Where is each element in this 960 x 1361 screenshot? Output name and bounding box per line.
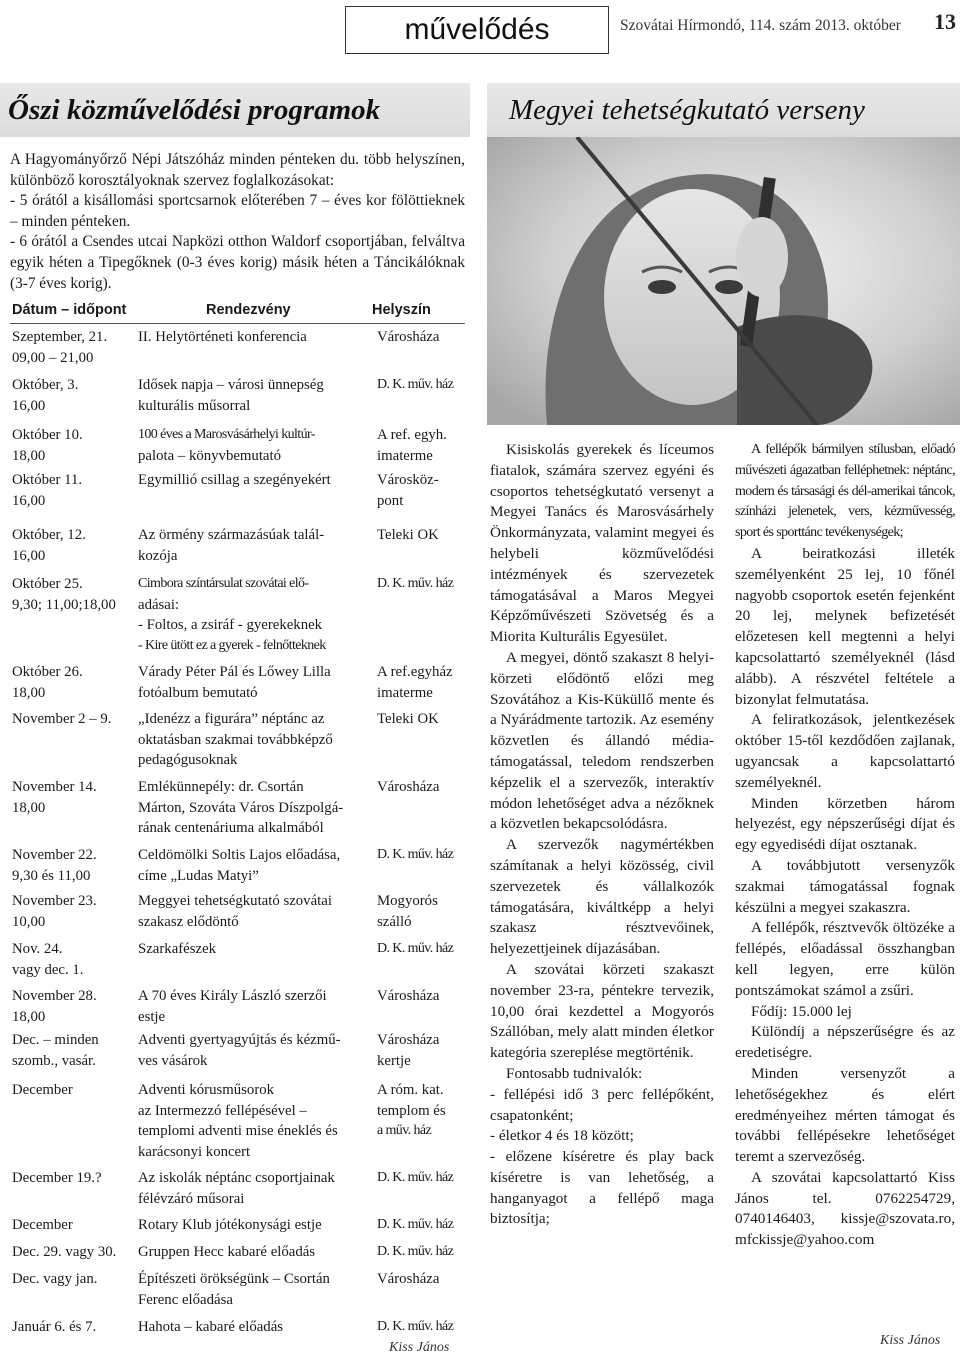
row-date [12, 1242, 134, 1263]
article-column-2 [735, 440, 955, 1251]
row-place-line: kertje [377, 1052, 411, 1069]
row-date [12, 939, 134, 980]
program-intro [10, 150, 465, 294]
article-paragraph: A szovátai kapcsolattartó Kiss János tel. 0762254729, 0740146403, kissje@szovata.ro, mfckissje@yahoo.com [735, 1168, 955, 1249]
row-event [138, 574, 372, 656]
row-event-line: 100 éves a Marosvásárhelyi kultúr- [138, 427, 315, 442]
row-event-line: Rotary Klub jótékonysági estje [138, 1217, 322, 1233]
row-place-line: Városköz- [377, 472, 439, 488]
row-event-line: szakasz elődöntő [138, 913, 239, 930]
row-place-line: A ref. egyh. [377, 427, 447, 443]
row-event-line: félévzáró műsorai [138, 1190, 245, 1207]
row-date-line: Október, 3. [12, 377, 79, 393]
left-article-title: Őszi közművelődési programok [8, 93, 381, 126]
author-signature-right: Kiss János [880, 1333, 941, 1348]
row-place-line: Városháza [377, 779, 440, 795]
row-event-line: estje [138, 1008, 166, 1025]
row-event-line: Gruppen Hecc kabaré előadás [138, 1244, 316, 1260]
row-event-line: Cimbora színtársulat szovátai elő- [138, 576, 309, 591]
row-place-line: szálló [377, 913, 412, 930]
row-place-line: Teleki OK [377, 527, 439, 543]
row-date-line: December [12, 1082, 73, 1098]
row-event [138, 425, 372, 466]
row-event [138, 1317, 372, 1338]
article-paragraph: Különdíj a népszerűségre és az eredetiségre. [735, 1023, 955, 1062]
row-date-line: Dec. – minden [12, 1032, 99, 1048]
row-place [377, 939, 469, 960]
row-date-line: 16,00 [12, 397, 46, 414]
row-event-line: adásai: [138, 596, 180, 613]
row-date-line: Nov. 24. [12, 941, 63, 957]
row-place-line: D. K. műv. ház [377, 1170, 454, 1185]
row-place [377, 891, 469, 932]
row-date [12, 1030, 134, 1071]
row-date-line: Szeptember, 21. [12, 329, 108, 345]
row-place [377, 1215, 469, 1236]
row-event [138, 1168, 372, 1209]
intro-paragraph: - 5 órától a kisállomási sportcsarnok előterében 7 – éves kor fölöttieknek – minden pénteken. [10, 192, 465, 230]
row-event-line: Adventi kórusműsorok [138, 1082, 275, 1098]
row-place [377, 845, 469, 866]
row-date [12, 1215, 134, 1236]
row-event [138, 1080, 372, 1162]
author-signature: Kiss János [389, 1340, 450, 1355]
article-paragraph: A feliratkozások, jelentkezések október 15-től kezdődően zajlanak, ugyancsak a kapcsolattartó személyeknél. [735, 711, 955, 791]
row-event-line: Az iskolák néptánc csoportjainak [138, 1170, 335, 1186]
row-place-line: pont [377, 492, 404, 509]
row-event [138, 470, 372, 491]
article-paragraph: A továbbjutott versenyzők szakmai támogatással fognak készülni a megyei szakaszra. [735, 856, 955, 916]
row-date-line: Október 26. [12, 664, 83, 680]
article-paragraph: A fellépők, résztvevők öltözéke a fellépés, előadással összhangban kell legyen, erre külön pontszámokat számol a zsűri. [735, 919, 955, 999]
row-place-line: D. K. műv. ház [377, 1217, 454, 1232]
row-date [12, 845, 134, 886]
article-paragraph: Fődíj: 15.000 lej [751, 1002, 852, 1020]
row-place [377, 1242, 469, 1263]
row-date-line: 18,00 [12, 684, 46, 701]
section-title: művelődés [404, 13, 550, 46]
article-paragraph: A szovátai körzeti szakaszt november 23-ra, péntekre tervezik, 10,00 órai kezdettel a Mogyorós Szállóban, mely alatt minden életkor kategória szereplése megtörténik. [490, 960, 714, 1062]
row-place [377, 1317, 469, 1338]
row-date-line: Dec. 29. vagy 30. [12, 1244, 117, 1260]
row-event [138, 845, 372, 886]
row-event-line: Várady Péter Pál és Lőwey Lilla [138, 664, 331, 680]
article-paragraph: A szervezők nagymértékben számítanak a helyi közösség, civil szervezetek és vállalkozók támogatására, kiváltképp a helyi szakasz résztvevőinek, helyezettjeinek díjazásában. [490, 836, 714, 958]
row-event-line: A 70 éves Király László szerzői [138, 988, 327, 1004]
row-place-line: D. K. műv. ház [377, 1319, 454, 1334]
row-date [12, 777, 134, 818]
row-date-line: November 23. [12, 893, 97, 909]
row-date-line: November 2 – 9. [12, 711, 112, 727]
row-event-line: „Idenézz a figurára” néptánc az [138, 711, 325, 727]
row-date-line: szomb., vasár. [12, 1052, 96, 1069]
row-date [12, 1317, 134, 1338]
header-event: Rendezvény [206, 302, 291, 318]
page-number: 13 [934, 9, 956, 34]
row-event-line: - Foltos, a zsiráf - gyerekeknek [138, 617, 323, 633]
row-event-line: Meggyei tehetségkutató szovátai [138, 893, 332, 909]
row-date-line: 09,00 – 21,00 [12, 349, 94, 366]
row-place-line: D. K. műv. ház [377, 377, 454, 392]
row-place-line: D. K. műv. ház [377, 1244, 454, 1259]
row-event-line: Szarkafészek [138, 941, 217, 957]
row-event [138, 986, 372, 1027]
row-event [138, 709, 372, 771]
row-event-line: Hahota – kabaré előadás [138, 1319, 284, 1335]
row-place-line: D. K. műv. ház [377, 576, 454, 591]
header-place: Helyszín [372, 302, 431, 318]
row-event-line: Celdömölki Soltis Lajos előadása, [138, 847, 341, 863]
article-paragraph: - fellépési idő 3 perc fellépőként, csapatonként; [490, 1085, 714, 1124]
row-date-line: 16,00 [12, 547, 46, 564]
right-title-bar [487, 83, 960, 137]
row-event-line: ves vásárok [138, 1052, 208, 1069]
row-event [138, 1269, 372, 1310]
row-place-line: Mogyorós [377, 893, 438, 909]
row-date-line: December 19.? [12, 1170, 102, 1186]
row-place [377, 574, 469, 595]
row-event [138, 777, 372, 839]
row-place [377, 327, 469, 348]
row-event-line: fotóalbum bemutató [138, 684, 258, 701]
article-paragraph: Minden versenyzőt a lehetőségekhez és elért eredményeihez mérten támogat és további fellépésekre lehetőséget teremt a szervezőség. [735, 1064, 955, 1166]
row-date [12, 525, 134, 566]
row-date [12, 1080, 134, 1101]
girl-with-violin-image [487, 137, 960, 425]
violinist-photo [487, 137, 960, 425]
row-place [377, 777, 469, 798]
row-event [138, 1215, 372, 1236]
row-place [377, 986, 469, 1007]
row-event [138, 375, 372, 416]
row-date-line: November 28. [12, 988, 97, 1004]
left-title-bar [0, 83, 470, 137]
row-place-line: A ref.egyház [377, 664, 453, 680]
row-place [377, 709, 469, 730]
row-event-line: templomi adventi mise éneklés és [138, 1123, 338, 1139]
row-place [377, 425, 469, 466]
row-date-line: 9,30 és 11,00 [12, 867, 91, 884]
row-place [377, 1030, 469, 1071]
row-date [12, 709, 134, 730]
article-paragraph: A megyei, döntő szakaszt 8 helyi-körzeti elődöntő előzi meg Szovátához a Kis-Küküllő mente és a Nyárádmente tartozik. Az esemény közvetlen és állandó média-támogatással, teledom rendszerben képzelik el a szervezők, interaktív módon lehetőséget adva a nézőknek a közvetlen bekapcsolódásra. [490, 648, 714, 833]
row-place-line: a műv. ház [377, 1123, 432, 1138]
row-place [377, 1269, 469, 1290]
row-date [12, 662, 134, 703]
row-event [138, 1242, 372, 1263]
row-event-line: oktatásban szakmai továbbképző [138, 731, 333, 748]
row-place [377, 662, 469, 703]
row-event-line: címe „Ludas Matyi” [138, 867, 259, 884]
row-date-line: December [12, 1217, 73, 1233]
row-place-line: Városháza [377, 1271, 440, 1287]
row-date-line: 18,00 [12, 799, 46, 816]
header-date: Dátum – időpont [12, 302, 127, 318]
row-date-line: Október 25. [12, 576, 83, 592]
row-event-line: - Kire ütött ez a gyerek - felnőtteknek [138, 637, 326, 653]
row-date [12, 375, 134, 416]
row-place-line: Városháza [377, 1032, 440, 1048]
row-event-line: Márton, Szováta Város Díszpolgá- [138, 799, 344, 816]
publication-info: Szovátai Hírmondó, 114. szám 2013. október [620, 17, 901, 34]
row-place [377, 525, 469, 546]
row-date-line: November 14. [12, 779, 97, 795]
row-event-line: kulturális műsorral [138, 397, 251, 414]
row-event [138, 327, 372, 348]
row-date-line: 18,00 [12, 447, 46, 464]
section-title-box [345, 6, 609, 54]
row-date-line: November 22. [12, 847, 97, 863]
row-date-line: 10,00 [12, 913, 46, 930]
row-date [12, 470, 134, 511]
row-event-line: Építészeti örökségünk – Csortán [138, 1271, 330, 1287]
row-date [12, 891, 134, 932]
row-date [12, 1168, 134, 1189]
row-event-line: Ferenc előadása [138, 1291, 233, 1308]
article-column-1 [490, 440, 714, 1230]
row-event-line: rának centenáriuma alkalmából [138, 820, 324, 836]
row-place [377, 1080, 469, 1142]
row-place-line: Városháza [377, 329, 440, 345]
row-date-line: Január 6. és 7. [12, 1319, 97, 1335]
row-event-line: Az örmény származásúak talál- [138, 527, 325, 543]
row-event-line: Idősek napja – városi ünnepség [138, 377, 324, 393]
row-place-line: Városháza [377, 988, 440, 1004]
row-date-line: Október 11. [12, 472, 83, 488]
row-place-line: Teleki OK [377, 711, 439, 727]
row-event-line: Egymillió csillag a szegényekért [138, 472, 331, 488]
row-date [12, 327, 134, 368]
schedule-header [10, 302, 465, 324]
intro-paragraph: - 6 órától a Csendes utcai Napközi otthon Waldorf csoportjában, felváltva egyik héten a Tipegőknek (0-3 éves korig) másik héten a Táncikálóknak (3-7 éves korig). [10, 233, 465, 292]
row-place [377, 470, 469, 511]
row-event [138, 525, 372, 566]
row-event [138, 891, 372, 932]
article-paragraph: A beiratkozási illeték személyenként 25 lej, 10 főnél nagyobb csoportok esetén fejenként 20 lej, melynek befizetését előzetesen kell megtenni a helyi kapcsolattartó személyeknél (lásd alább). A részvétel feltétele a bizonylat felmutatása. [735, 544, 955, 708]
row-event-line: II. Helytörténeti konferencia [138, 329, 307, 345]
article-paragraph: Fontosabb tudnivalók: [506, 1064, 643, 1082]
row-event [138, 939, 372, 960]
row-date-line: 9,30; 11,00;18,00 [12, 596, 116, 613]
row-place [377, 375, 469, 396]
row-place [377, 1168, 469, 1189]
row-date-line: Dec. vagy jan. [12, 1271, 98, 1287]
row-event-line: Adventi gyertyagyújtás és kézmű- [138, 1032, 341, 1048]
article-paragraph: - előzene kíséretre és play back kíséretre is van lehetőség, a hanganyagot a fellépő maga biztosítja; [490, 1148, 714, 1228]
intro-paragraph: A Hagyományőrző Népi Játszóház minden pénteken du. több helyszínen, különböző korosztályoknak szervez foglalkozásokat: [10, 151, 465, 189]
row-date-line: 18,00 [12, 1008, 46, 1025]
row-place-line: templom és [377, 1102, 446, 1119]
article-paragraph: Minden körzetben három helyezést, egy népszerűségi díjat és egy egyedisédi díjat osztanak. [735, 794, 955, 854]
article-paragraph: - életkor 4 és 18 között; [490, 1127, 634, 1145]
row-event-line: palota – könyvbemutató [138, 447, 282, 464]
row-date [12, 574, 134, 615]
row-event-line: kozója [138, 547, 178, 564]
right-article-title: Megyei tehetségkutató verseny [509, 93, 865, 126]
row-event-line: karácsonyi koncert [138, 1143, 251, 1160]
row-event-line: pedagógusoknak [138, 752, 238, 768]
row-place-line: A róm. kat. [377, 1082, 444, 1098]
row-place-line: D. K. műv. ház [377, 847, 454, 862]
row-date-line: 16,00 [12, 492, 46, 509]
row-date-line: Október 10. [12, 427, 83, 443]
row-place-line: imaterme [377, 684, 433, 701]
row-event [138, 1030, 372, 1071]
row-date-line: Október, 12. [12, 527, 86, 543]
row-date [12, 1269, 134, 1290]
row-date [12, 425, 134, 466]
article-paragraph: Kisiskolás gyerekek és líceumos fiatalok, számára szervez egyéni és csoportos tehetségkutató versenyt a Megyei Tanács és Marosvásárhely Önkormányzata, valamint megyei és helybeli közművelődési intézmények és szervezetek támogatásával a Maros Megyei Képzőművészeti Szövetség és a Miorita Kulturális Egyesület. [490, 441, 714, 646]
row-place-line: D. K. műv. ház [377, 941, 454, 956]
row-place-line: imaterme [377, 447, 433, 464]
row-event-line: Emlékünnepély: dr. Csortán [138, 779, 304, 795]
row-date [12, 986, 134, 1027]
row-date-line: vagy dec. 1. [12, 961, 84, 978]
row-event-line: az Intermezzó fellépésével – [138, 1102, 307, 1119]
article-paragraph: A fellépők bármilyen stílusban, előadó művészeti ágazatban felléphetnek: néptánc, modern és társasági és dél-amerikai táncok, színházi jelenetek, vers, kézművesség, sport és sporttánc tevékenységek; [735, 442, 955, 541]
row-event [138, 662, 372, 703]
